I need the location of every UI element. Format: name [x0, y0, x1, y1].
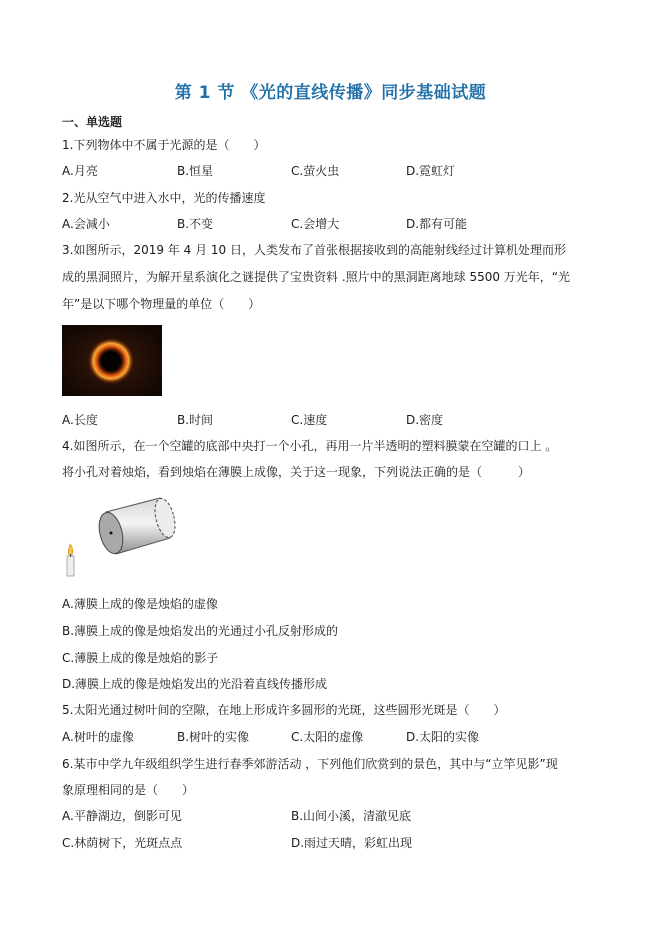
question-4-option-c: C.薄膜上成的像是烛焰的影子: [62, 651, 219, 665]
question-4-stem-line-2: 将小孔对着烛焰，看到烛焰在薄膜上成像，关于这一现象，下列说法正确的是（ ）: [62, 465, 531, 479]
option-b: B.山间小溪，清澈见底: [291, 809, 412, 823]
option-a: A.平静湖边，倒影可见: [62, 809, 182, 823]
question-1-stem: 1.下列物体中不属于光源的是（ ）: [62, 138, 266, 152]
option-c: C.会增大: [291, 217, 340, 231]
section-heading: 一、单选题: [62, 115, 123, 129]
option-a: A.月亮: [62, 164, 98, 178]
question-4-option-d: D.薄膜上成的像是烛焰发出的光沿着直线传播形成: [62, 677, 328, 691]
question-6-stem-line-1: 6.某市中学九年级组织学生进行春季郊游活动 ，下列他们欣赏到的景色，其中与“立竿见影”现: [62, 757, 558, 771]
option-b: B.不变: [177, 217, 214, 231]
option-d: D.霓虹灯: [406, 164, 456, 178]
question-6-stem-line-2: 象原理相同的是（ ）: [62, 783, 195, 797]
option-b: B.时间: [177, 413, 214, 427]
option-c: C.速度: [291, 413, 328, 427]
option-d: D.都有可能: [406, 217, 468, 231]
can-and-candle: [62, 492, 180, 584]
option-a: A.会减小: [62, 217, 110, 231]
question-4-option-a: A.薄膜上成的像是烛焰的虚像: [62, 597, 218, 611]
option-c: C.林荫树下，光斑点点: [62, 836, 183, 850]
question-3-stem-line-2: 成的黑洞照片，为解开星系演化之谜提供了宝贵资料 .照片中的黑洞距离地球 5500 万光年，“光: [62, 270, 571, 284]
page-title: 第 1 节 《光的直线传播》同步基础试题: [174, 83, 487, 103]
option-c: C.萤火虫: [291, 164, 340, 178]
question-4-option-b: B.薄膜上成的像是烛焰发出的光通过小孔反射形成的: [62, 624, 339, 638]
option-b: B.树叶的实像: [177, 730, 250, 744]
option-c: C.太阳的虚像: [291, 730, 364, 744]
option-d: D.太阳的实像: [406, 730, 480, 744]
option-d: D.密度: [406, 413, 444, 427]
option-a: A.长度: [62, 413, 98, 427]
option-d: D.雨过天晴，彩虹出现: [291, 836, 413, 850]
question-2-stem: 2.光从空气中进入水中，光的传播速度: [62, 191, 266, 205]
option-a: A.树叶的虚像: [62, 730, 134, 744]
option-b: B.恒星: [177, 164, 214, 178]
question-4-stem-line-1: 4.如图所示，在一个空罐的底部中央打一个小孔，再用一片半透明的塑料膜蒙在空罐的口上 。: [62, 439, 558, 453]
question-3-stem-line-3: 年”是以下哪个物理量的单位（ ）: [62, 297, 261, 311]
question-3-stem-line-1: 3.如图所示，2019 年 4 月 10 日，人类发布了首张根据接收到的高能射线经过计算机处理而形: [62, 243, 566, 257]
black-hole-photo: [62, 325, 162, 396]
question-5-stem: 5.太阳光通过树叶间的空隙，在地上形成许多圆形的光斑，这些圆形光斑是（ ）: [62, 703, 506, 717]
